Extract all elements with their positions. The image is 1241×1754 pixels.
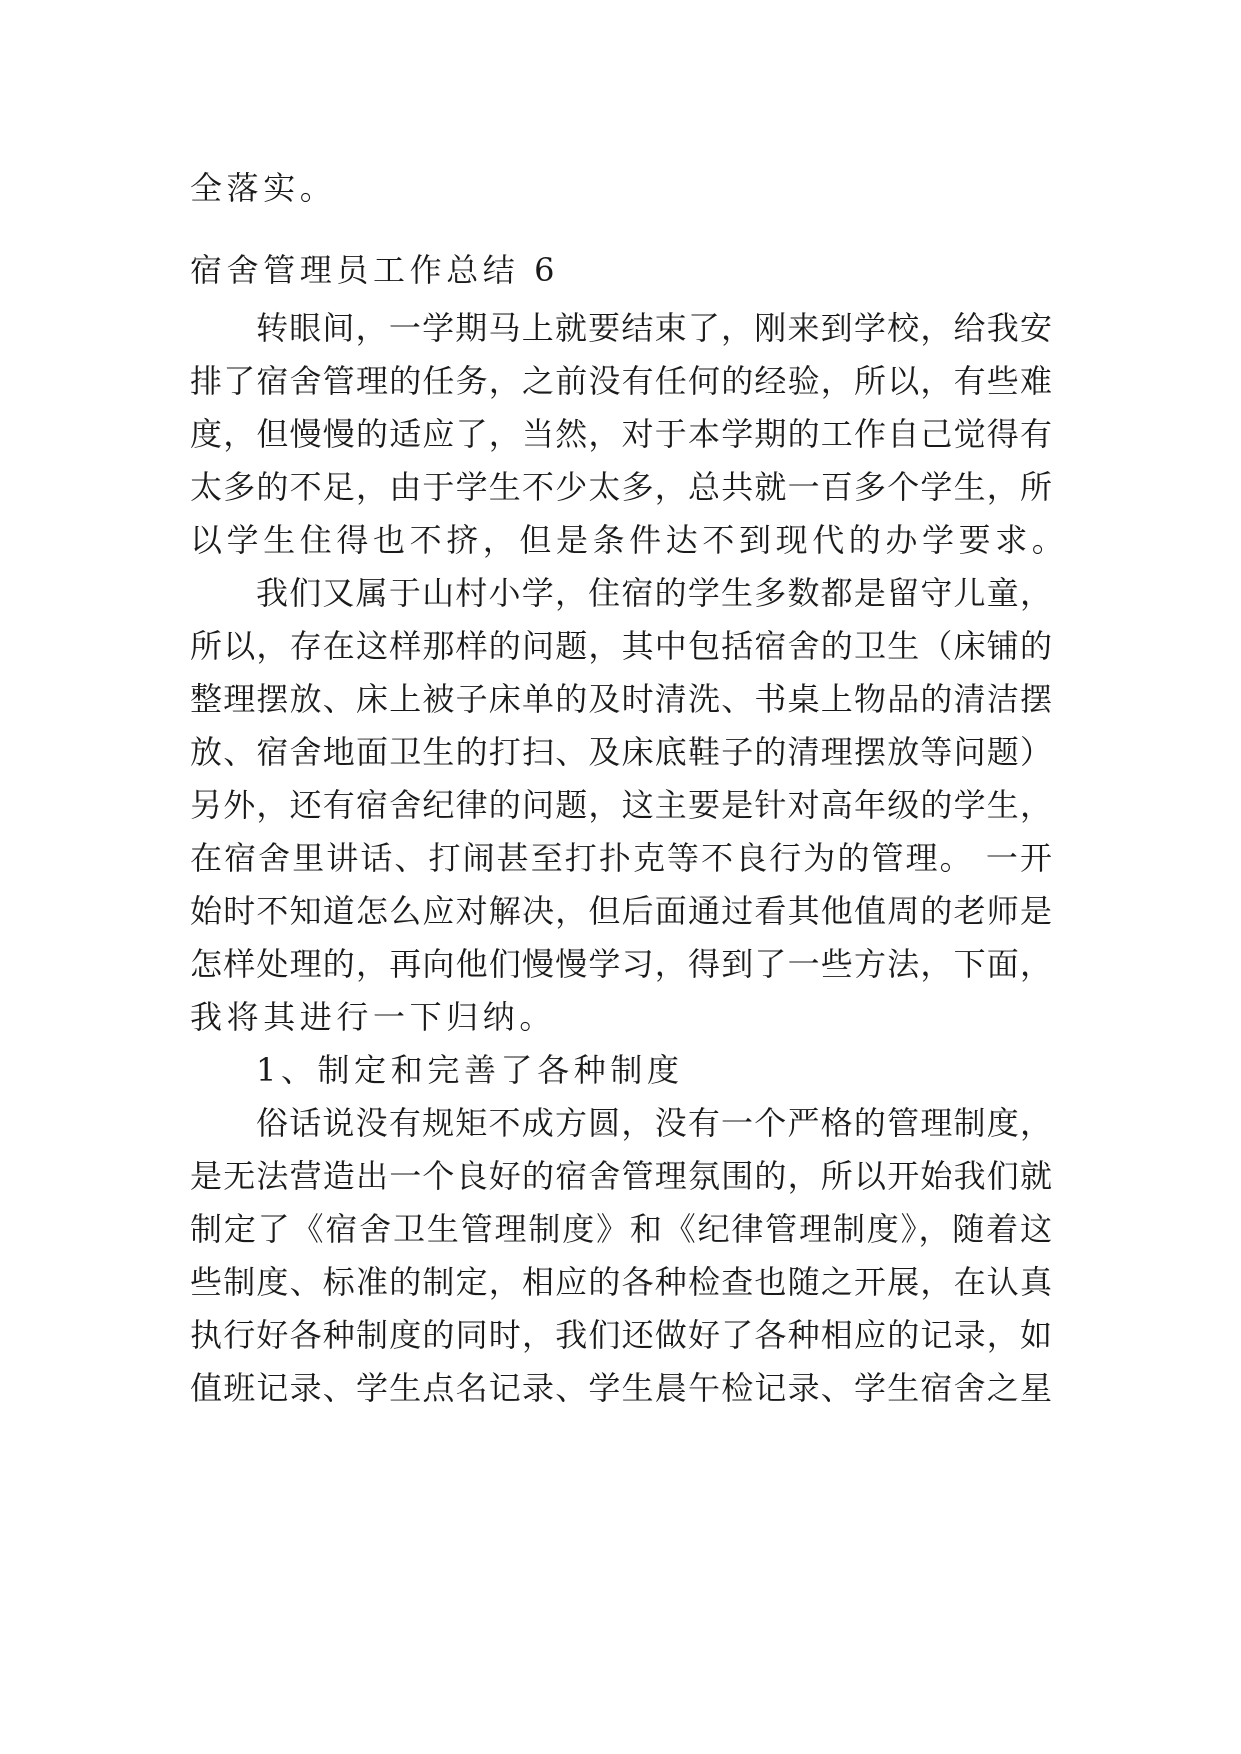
paragraph-line: 放、宿舍地面卫生的打扫、及床底鞋子的清理摆放等问题） [190, 733, 1052, 771]
paragraph-line: 整理摆放、床上被子床单的及时清洗、书桌上物品的清洁摆 [190, 680, 1052, 718]
paragraph-line: 俗话说没有规矩不成方圆，没有一个严格的管理制度， [256, 1104, 1052, 1142]
paragraph-line: 执行好各种制度的同时，我们还做好了各种相应的记录，如 [190, 1316, 1052, 1354]
paragraph-line: 我将其进行一下归纳。 [190, 998, 557, 1036]
text-line: 全落实。 [190, 169, 337, 207]
paragraph-line: 转眼间，一学期马上就要结束了，刚来到学校，给我安 [256, 309, 1052, 347]
section-heading: 宿舍管理员工作总结 6 [190, 251, 560, 289]
paragraph-line: 制定了《宿舍卫生管理制度》和《纪律管理制度》，随着这 [190, 1210, 1052, 1248]
paragraph-line: 怎样处理的，再向他们慢慢学习，得到了一些方法，下面， [190, 945, 1052, 983]
paragraph-line: 些制度、标准的制定，相应的各种检查也随之开展，在认真 [190, 1263, 1052, 1301]
paragraph-line: 所以，存在这样那样的问题，其中包括宿舍的卫生（床铺的 [190, 627, 1052, 665]
paragraph-line: 始时不知道怎么应对解决，但后面通过看其他值周的老师是 [190, 892, 1052, 930]
paragraph-line: 以学生住得也不挤，但是条件达不到现代的办学要求。 [190, 521, 1069, 559]
paragraph-line: 是无法营造出一个良好的宿舍管理氛围的，所以开始我们就 [190, 1157, 1052, 1195]
subsection-heading: 1、制定和完善了各种制度 [256, 1051, 684, 1089]
paragraph-line: 在宿舍里讲话、打闹甚至打扑克等不良行为的管理。 一开 [190, 839, 1052, 877]
paragraph-line: 排了宿舍管理的任务，之前没有任何的经验，所以，有些难 [190, 362, 1052, 400]
paragraph-line: 太多的不足，由于学生不少太多，总共就一百多个学生，所 [190, 468, 1052, 506]
paragraph-line: 另外，还有宿舍纪律的问题，这主要是针对高年级的学生， [190, 786, 1052, 824]
paragraph-line: 度，但慢慢的适应了，当然，对于本学期的工作自己觉得有 [190, 415, 1052, 453]
paragraph-line: 值班记录、学生点名记录、学生晨午检记录、学生宿舍之星 [190, 1369, 1052, 1407]
paragraph-line: 我们又属于山村小学，住宿的学生多数都是留守儿童， [256, 574, 1052, 612]
